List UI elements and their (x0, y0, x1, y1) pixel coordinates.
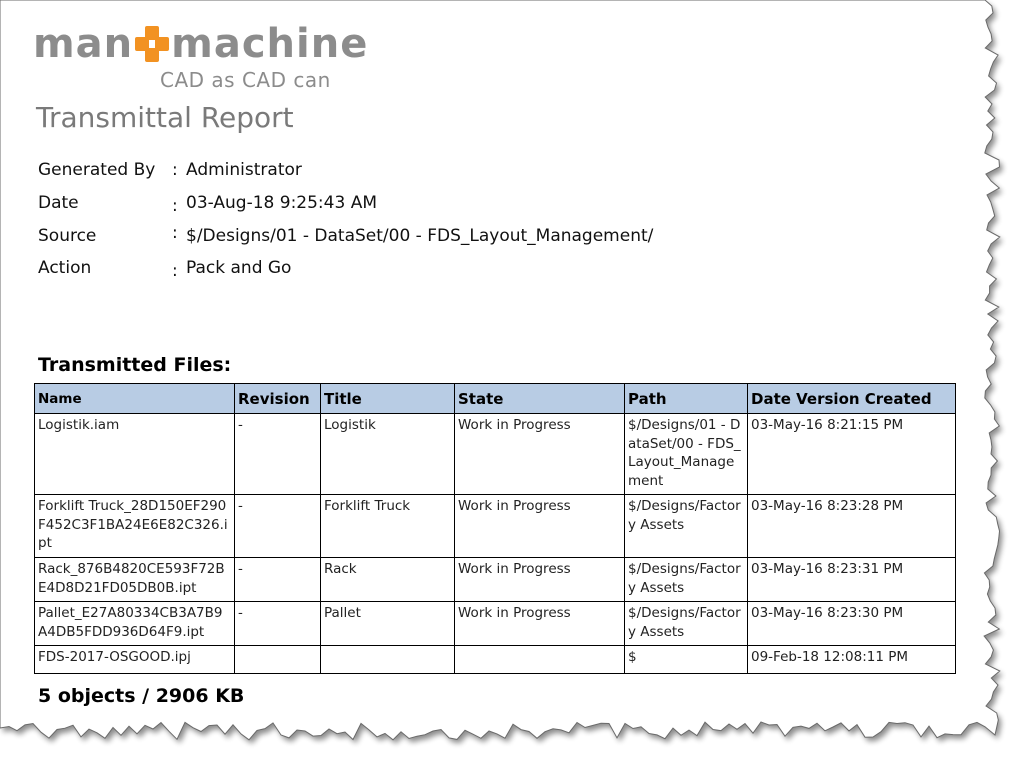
cell-state: Work in Progress (455, 495, 625, 558)
cell-title: Pallet (321, 602, 455, 646)
cell-date-created: 03-May-16 8:21:15 PM (748, 414, 956, 495)
cell-path: $/Designs/Factory Assets (625, 495, 748, 558)
column-header-title: Title (321, 384, 455, 414)
cell-revision: - (235, 414, 321, 495)
cell-date-created: 03-May-16 8:23:31 PM (748, 558, 956, 602)
cell-name: Rack_876B4820CE593F72BE4D8D21FD05DB0B.ipt (35, 558, 235, 602)
table-row (35, 558, 956, 602)
column-header-revision: Revision (235, 384, 321, 414)
table-row (35, 602, 956, 646)
cell-revision: - (235, 602, 321, 646)
cell-date-created: 09-Feb-18 12:08:11 PM (748, 646, 956, 674)
cell-name: Pallet_E27A80334CB3A7B9A4DB5FDD936D64F9.ipt (35, 602, 235, 646)
cell-name: Logistik.iam (35, 414, 235, 495)
report-page: man machine CAD as CAD can Transmittal Report Generated By : Administrator Date : 03-Aug-18 9:25:43 AM Source : $/Designs/01 - DataSet/00 - FDS_Layout_Management/ Action : Pack and Go Transmitted Files: Name Revision Title State Path Date Version Created Logistik.iam - Logistik Work in Progress $/Designs/01 - DataSet/00 - FDS_Layout_Management 03-May-16 8:21:15 PM Forklift Truck_28D150EF290F452C3F1BA24E6E82C326.ipt - Forklift Truck Work in Progress $/Designs/Factory Assets 03-May-16 8:23:28 PM Rack_876B4820CE593F72BE4D8D21FD05DB0B.ipt - Rack Work in Progress $/Designs/Factory Assets 03-May-16 8:23:31 PM Pallet_E27A80334CB3A7B9A4DB5FDD936D64F9.ipt - Pallet Work in Progress $/Designs/Factory Assets 03-May-16 8:23:30 PM FDS-2017-OSGOOD.ipj $ 09-Feb-18 12:08:11 PM 5 objects / 2906 KB (0, 0, 1024, 760)
column-header-path: Path (625, 384, 748, 414)
column-header-state: State (455, 384, 625, 414)
files-summary: 5 objects / 2906 KB (38, 685, 245, 707)
cell-revision: - (235, 495, 321, 558)
report-title: Transmittal Report (36, 101, 294, 134)
transmitted-files-table (34, 383, 956, 674)
cell-name: Forklift Truck_28D150EF290F452C3F1BA24E6E82C326.ipt (35, 495, 235, 558)
cell-title (321, 646, 455, 674)
transmitted-files-heading: Transmitted Files: (38, 354, 232, 376)
column-header-date-created: Date Version Created (748, 384, 956, 414)
cell-path: $/Designs/Factory Assets (625, 558, 748, 602)
table-row (35, 495, 956, 558)
cell-state: Work in Progress (455, 414, 625, 495)
company-logo: man machine (33, 21, 369, 67)
cell-revision (235, 646, 321, 674)
cell-state (455, 646, 625, 674)
table-row (35, 646, 956, 674)
logo-cross-mark (135, 26, 169, 62)
cell-date-created: 03-May-16 8:23:30 PM (748, 602, 956, 646)
column-header-name: Name (35, 384, 235, 414)
table-row (35, 414, 956, 495)
cell-revision: - (235, 558, 321, 602)
cell-path: $/Designs/01 - DataSet/00 - FDS_Layout_Management (625, 414, 748, 495)
cell-title: Rack (321, 558, 455, 602)
cell-path: $ (625, 646, 748, 674)
table-header-row (35, 384, 956, 414)
cell-title: Logistik (321, 414, 455, 495)
logo-tagline: CAD as CAD can (160, 68, 331, 92)
cell-path: $/Designs/Factory Assets (625, 602, 748, 646)
cell-date-created: 03-May-16 8:23:28 PM (748, 495, 956, 558)
cell-name: FDS-2017-OSGOOD.ipj (35, 646, 235, 674)
cell-title: Forklift Truck (321, 495, 455, 558)
cell-state: Work in Progress (455, 558, 625, 602)
cell-state: Work in Progress (455, 602, 625, 646)
